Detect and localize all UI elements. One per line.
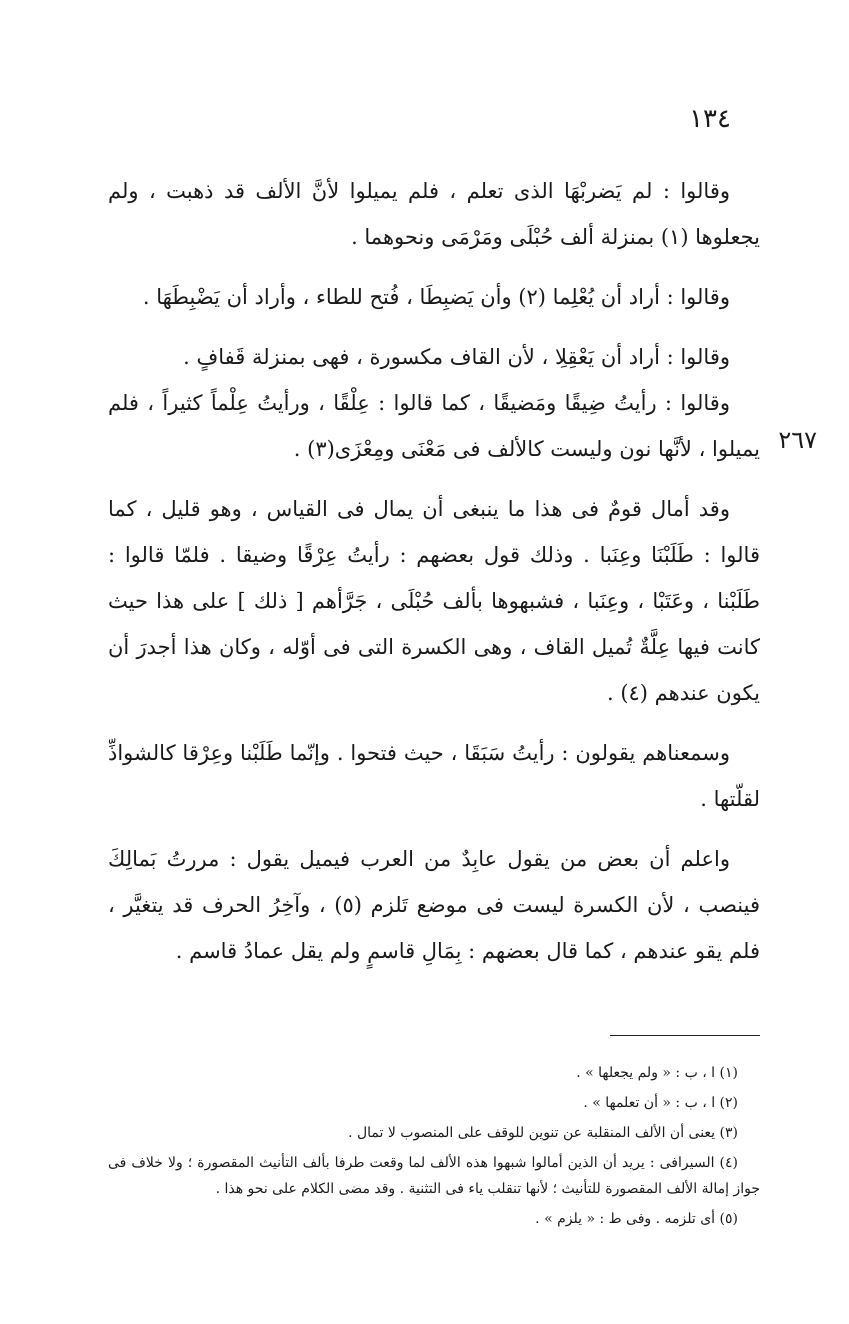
paragraph: وسمعناهم يقولون : رأيتُ سَبَقَا ، حيث فتحوا . وإنّما طَلَبْنا وعِرْقا كالشواذِّ لقلّتها . — [108, 741, 760, 811]
paragraph: وقالوا : أراد أن يُعْلِما (٢) وأن يَضبِطَا ، فُتح للطاء ، وأراد أن يَضْبِطَهَا . — [142, 285, 730, 309]
footnote: (٤) السيرافى : يريد أن الذين أمالوا شبهوا هذه الألف لما وقعت طرفا بألف التأنيث المقصورة ؛ ولا خلاف فى جواز إمالة الألف المقصورة للتأنيث ؛ لأنها تنقلب ياء فى التثنية . وقد مضى الكلام على نحو هذا . — [108, 1155, 760, 1197]
paragraph: وقالوا : أراد أن يَعْقِلِا ، لأن القاف مكسورة ، فهى بمنزلة قَفافٍ . — [183, 345, 730, 369]
footnote: (٥) أى تلزمه . وفى ط : « يلزم » . — [535, 1211, 738, 1227]
paragraph: وقالوا : لم يَضربْهَا الذى تعلم ، فلم يميلوا لأنَّ الألف قد ذهبت ، ولم يجعلوها (١) بمنزلة ألف حُبْلَى ومَرْمَى ونحوهما . — [108, 179, 760, 249]
margin-number: ٢٦٧ — [778, 426, 817, 454]
footnote: (٢) ا ، ب : « أن تعلمها » . — [583, 1095, 738, 1111]
body-text — [108, 168, 760, 988]
footnote: (١) ا ، ب : « ولم يجعلها » . — [576, 1065, 738, 1081]
footnote: (٣) يعنى أن الألف المنقلبة عن تنوين للوقف على المنصوب لا تمال . — [348, 1125, 738, 1141]
paragraph: واعلم أن بعض من يقول عابِدٌ من العرب فيميل يقول : مررتُ بَمالِكَ فينصب ، لأن الكسرة ليست فى موضع تَلزم (٥) ، وآخِرُ الحرف قد يتغيَّر ، فلم يقو عندهم ، كما قال بعضهم : بِمَالِ قاسمٍ ولم يقل عمادُ قاسم . — [108, 847, 760, 963]
page-number: ١٣٤ — [689, 104, 731, 134]
footnotes — [108, 1060, 760, 1236]
paragraph: وقالوا : رأيتُ ضِيقًا ومَضيقًا ، كما قالوا : عِلْقًا ، ورأيتُ عِلْماً كثيراً ، فلم يميلوا ، لأنَّها نون وليست كالألف فى مَعْنَى ومِعْزَى(٣) . — [108, 391, 760, 461]
footnote-divider — [610, 1035, 760, 1036]
paragraph: وقد أمال قومٌ فى هذا ما ينبغى أن يمال فى القياس ، وهو قليل ، كما قالوا : طَلَبْنَا وعِنَبا . وذلك قول بعضهم : رأيتُ عِرْقًا وضيقا . فلمّا قالوا : طَلَبْنا ، وعَتَبْا ، وعِنَبا ، فشبهوها بألف حُبْلَى ، جَرَّأهم [ ذلك ] على هذا حيث كانت فيها عِلَّةٌ تُميل القاف ، وهى الكسرة التى فى أوّله ، وكان هذا أجدرَ أن يكون عندهم (٤) . — [108, 497, 760, 705]
